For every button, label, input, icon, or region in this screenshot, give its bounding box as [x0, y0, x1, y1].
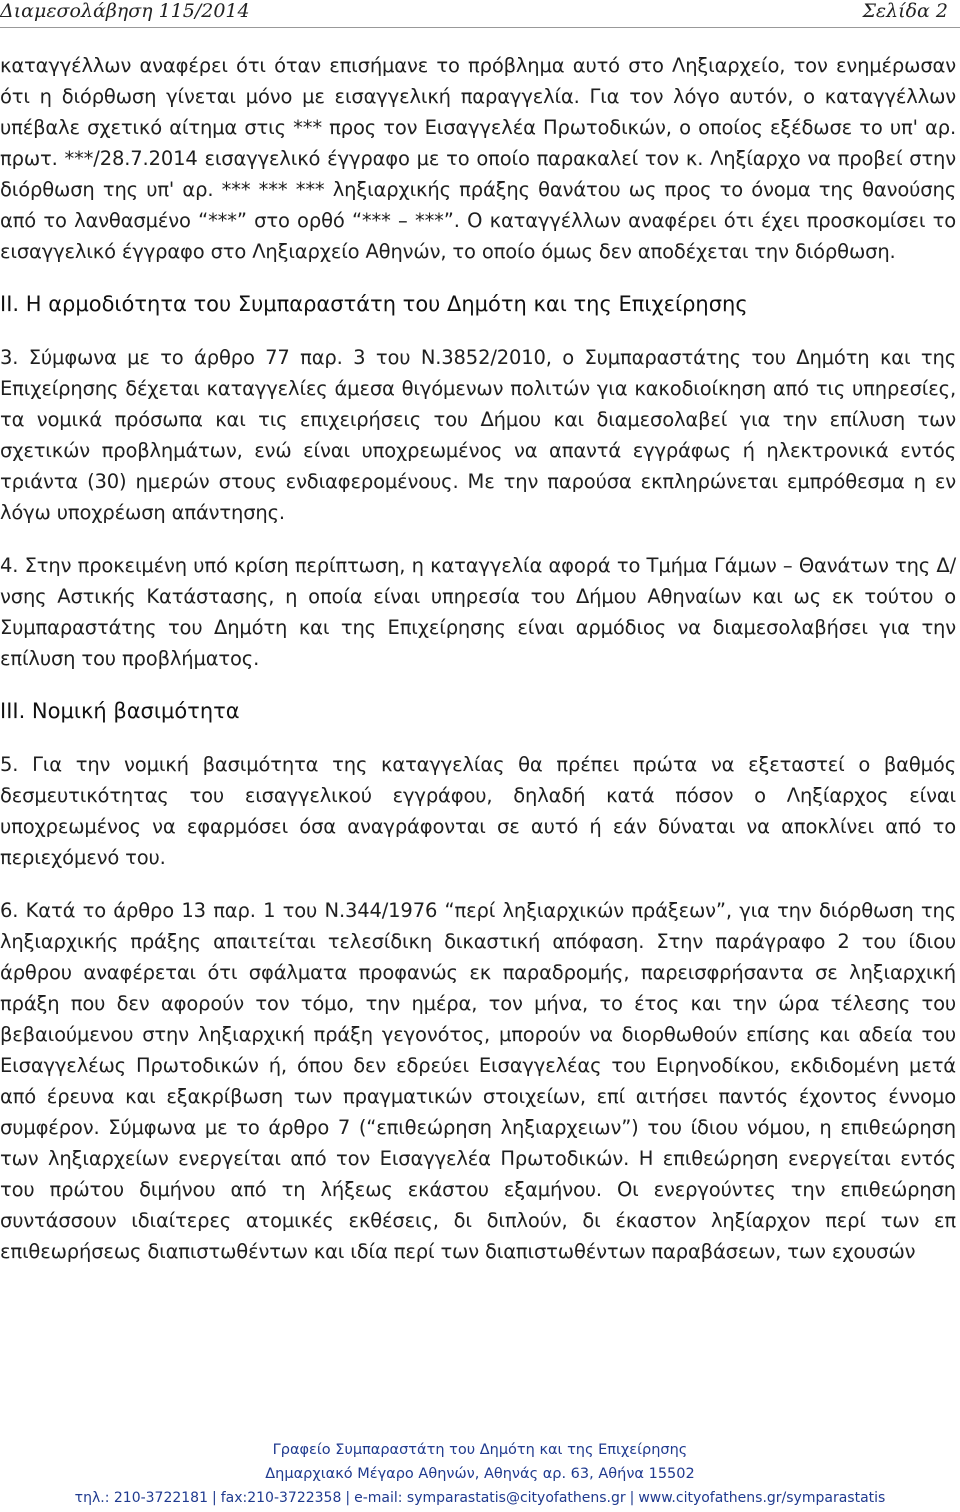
paragraph-3: 3. Σύμφωνα με το άρθρο 77 παρ. 3 του Ν.3852/2010, ο Συμπαραστάτης του Δημότη και της Επιχείρησης δέχεται καταγγελίες άμεσα θιγόμενων πολιτών για κακοδιοίκηση από τις υπηρεσίες, τα νομικά πρόσωπα και τις επιχειρήσεις του Δήμου και διαμεσολαβεί για την επίλυση των σχετικών προβλημάτων, ενώ είναι υποχρεωμένος να απαντά εγγράφως ή ηλεκτρονικά εντός τριάντα (30) ημερών στους ενδιαφερομένους. Με την παρούσα εκπληρώνεται εμπρόθεσμα η εν λόγω υποχρέωση απάντησης. [0, 346, 956, 524]
page-footer [0, 1438, 960, 1510]
footer-contacts [0, 1486, 960, 1510]
footer-address: Δημαρχιακό Μέγαρο Αθηνών, Αθηνάς αρ. 63, Αθήνα 15502 [265, 1466, 695, 1482]
footer-separator: | [212, 1490, 217, 1506]
paragraph-4: 4. Στην προκειμένη υπό κρίση περίπτωση, η καταγγελία αφορά το Τμήμα Γάμων – Θανάτων της Δ/νσης Αστικής Κατάστασης, η οποία είναι υπηρεσία του Δήμου Αθηναίων και ως εκ τούτου ο Συμπαραστάτης του Δημότη και της Επιχείρησης είναι αρμόδιος να διαμεσολαβήσει για την επίλυση του προβλήματος. [0, 554, 956, 670]
footer-email[interactable]: e-mail: symparastatis@cityofathens.gr [354, 1490, 626, 1506]
section-heading-competence: ΙΙ. Η αρμοδιότητα του Συμπαραστάτη του Δημότη και της Επιχείρησης [0, 292, 748, 316]
footer-fax: fax:210-3722358 [220, 1490, 342, 1506]
section-heading-legal-basis: ΙΙΙ. Νομική βασιμότητα [0, 699, 240, 723]
paragraph-6: 6. Κατά το άρθρο 13 παρ. 1 του Ν.344/1976 “περί ληξιαρχικών πράξεων”, για την διόρθωση της ληξιαρχικής πράξης απαιτείται τελεσίδικη δικαστική απόφαση. Στην παράγραφο 2 του ίδιου άρθρου αναφέρεται ότι σφάλματα προφανώς εκ παραδρομής, παρεισφρήσαντα σε ληξιαρχική πράξη που δεν αφορούν τον τόμο, την ημέρα, τον μήνα, το έτος και την ώρα τέλεσης του βεβαιούμενου στην ληξιαρχική πράξη γεγονότος, μπορούν να διορθωθούν επίσης και αδεία του Εισαγγελέως Πρωτοδικών ή, όπου δεν εδρεύει Εισαγγελέας του Ειρηνοδίκου, εκδιδομένη μετά από έρευνα και εξακρίβωση των πραγματικών στοιχείων, επί αιτήσει παντός έχοντος έννομο συμφέρον. Σύμφωνα με το άρθρο 7 (“επιθεώρηση ληξιαρχειων”) του ίδιου νόμου, η επιθεώρηση των ληξιαρχείων ενεργείται από τον Εισαγγελέα Πρωτοδικών. Η επιθεώρηση ενεργείται εντός του πρώτου διμήνου από τη λήξεως εκάστου εξαμήνου. Οι ενεργούντες την επιθεώρηση συντάσσουν ιδιαίτερες ατομικές εκθέσεις, δι διπλούν, δι έκαστον ληξίαρχον περί των επ επιθεωρήσεως διαπιστωθέντων και ιδία περί των διαπιστωθέντων παραβάσεων, των εχουσών [0, 899, 956, 1263]
paragraph-5: 5. Για την νομική βασιμότητα της καταγγελίας θα πρέπει πρώτα να εξεταστεί ο βαθμός δεσμευτικότητας του εισαγγελικού εγγράφου, δηλαδή κατά πόσον ο Ληξίαρχος είναι υποχρεωμένος να εφαρμόσει όσα αναγράφονται σε αυτό ή εάν δύναται να αποκλίνει από το περιεχόμενό του. [0, 753, 956, 869]
page-header [0, 0, 960, 26]
page-number: Σελίδα 2 [862, 0, 948, 22]
header-divider [0, 27, 960, 28]
footer-phone: τηλ.: 210-3722181 [74, 1490, 208, 1506]
footer-website[interactable]: www.cityofathens.gr/symparastatis [638, 1490, 886, 1506]
document-reference: Διαμεσολάβηση 115/2014 [0, 0, 250, 22]
footer-separator: | [345, 1490, 351, 1506]
paragraph-complaint-continuation: καταγγέλλων αναφέρει ότι όταν επισήμανε το πρόβλημα αυτό στο Ληξιαρχείο, τον ενημέρωσαν ότι η διόρθωση γίνεται μόνο με εισαγγελική παραγγελία. Για τον λόγο αυτόν, ο καταγγέλλων υπέβαλε σχετικό αίτημα στις *** προς τον Εισαγγελέα Πρωτοδικών, ο οποίος εξέδωσε το υπ' αρ. πρωτ. ***/28.7.2014 εισαγγελικό έγγραφο με το οποίο παρακαλεί τον κ. Ληξίαρχο να προβεί στην διόρθωση της υπ' αρ. *** *** *** ληξιαρχικής πράξης θανάτου ως προς το όνομα της θανούσης από το λανθασμένο “***” στο ορθό “*** – ***”. Ο καταγγέλλων αναφέρει ότι έχει προσκομίσει το εισαγγελικό έγγραφο στο Ληξιαρχείο Αθηνών, το οποίο όμως δεν αποδέχεται την διόρθωση. [0, 54, 956, 263]
footer-office-name: Γραφείο Συμπαραστάτη του Δημότη και της Επιχείρησης [272, 1442, 688, 1458]
footer-separator: | [629, 1490, 635, 1506]
document-body [0, 50, 956, 1289]
